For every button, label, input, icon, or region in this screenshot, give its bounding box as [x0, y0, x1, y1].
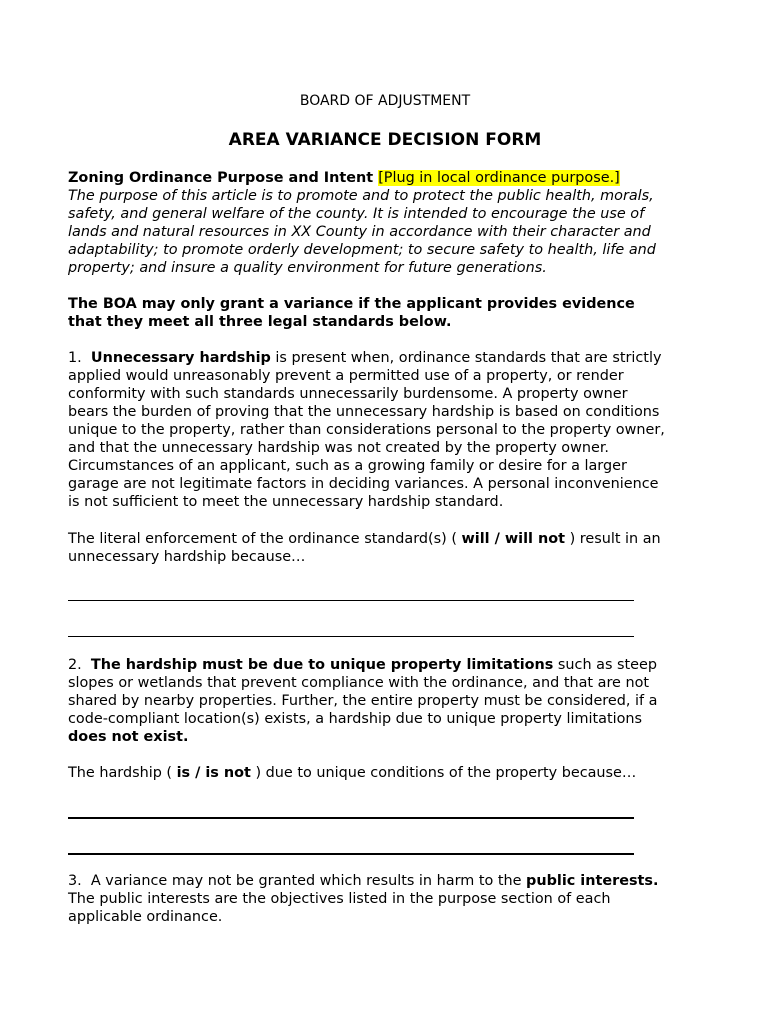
purpose-text	[68, 187, 708, 277]
standard-1	[68, 349, 708, 511]
standard-3-line: applicable ordinance.	[68, 909, 223, 925]
purpose-line: safety, and general welfare of the county. It is intended to encourage the use of	[68, 206, 645, 222]
boa-rule-line: that they meet all three legal standards below.	[68, 314, 452, 330]
standard-2-line: code-compliant location(s) exists, a hardship due to unique property limitations	[68, 711, 643, 727]
answer-line-4[interactable]	[68, 853, 634, 855]
standard-1-first-line	[68, 349, 708, 367]
standard-1-line: and that the unnecessary hardship was not created by the property owner.	[68, 440, 610, 456]
standard-1-line: bears the burden of proving that the unnecessary hardship is based on conditions	[68, 404, 660, 420]
standard-2-first-line	[68, 656, 708, 674]
standard-3-term: public interests.	[526, 873, 659, 889]
hardship-before: The hardship (	[68, 765, 177, 781]
standard-2-line: slopes or wetlands that prevent compliance with the ordinance, and that are not	[68, 675, 650, 691]
will-will-not-choice[interactable]: will / will not	[461, 531, 565, 547]
purpose-heading: Zoning Ordinance Purpose and Intent	[68, 170, 374, 186]
standard-1-line: unique to the property, rather than considerations personal to the property owner,	[68, 422, 665, 438]
enforcement-after: ) result in an	[565, 531, 661, 547]
standard-3	[68, 872, 708, 926]
answer-line-3[interactable]	[68, 817, 634, 819]
standard-1-line: garage are not legitimate factors in deciding variances. A personal inconvenience	[68, 476, 659, 492]
standard-2-number: 2.	[68, 657, 82, 673]
board-header: BOARD OF ADJUSTMENT	[299, 93, 471, 109]
standard-1-rest: is present when, ordinance standards that are strictly	[270, 350, 662, 366]
purpose-line: property; and insure a quality environment for future generations.	[68, 260, 547, 276]
answer-line-2[interactable]	[68, 636, 634, 637]
standard-3-number: 3.	[68, 873, 82, 889]
standard-2-term: The hardship must be due to unique property limitations	[90, 657, 554, 673]
standard-2-conclusion: does not exist.	[68, 729, 189, 745]
ordinance-placeholder: [Plug in local ordinance purpose.]	[378, 170, 620, 186]
enforcement-line-2: unnecessary hardship because…	[68, 549, 306, 565]
standard-3-first-line	[68, 872, 708, 890]
standard-1-line: Circumstances of an applicant, such as a growing family or desire for a larger	[68, 458, 627, 474]
hardship-statement	[68, 764, 708, 782]
purpose-line: adaptability; to promote orderly development; to secure safety to health, life and	[68, 242, 656, 258]
boa-rule	[68, 295, 708, 331]
purpose-line: lands and natural resources in XX County in accordance with their character and	[68, 224, 651, 240]
boa-rule-line: The BOA may only grant a variance if the applicant provides evidence	[68, 296, 635, 312]
is-is-not-choice[interactable]: is / is not	[176, 765, 251, 781]
standard-1-term: Unnecessary hardship	[90, 350, 271, 366]
hardship-after: ) due to unique conditions of the property because…	[250, 765, 637, 781]
enforcement-line	[68, 530, 708, 548]
standard-3-line: The public interests are the objectives listed in the purpose section of each	[68, 891, 611, 907]
standard-1-line: is not sufficient to meet the unnecessary hardship standard.	[68, 494, 504, 510]
purpose-heading-line	[68, 169, 708, 187]
standard-2-rest: such as steep	[553, 657, 658, 673]
form-title: AREA VARIANCE DECISION FORM	[228, 130, 542, 150]
standard-1-number: 1.	[68, 350, 82, 366]
standard-1-line: conformity with such standards unnecessarily burdensome. A property owner	[68, 386, 628, 402]
enforcement-statement	[68, 530, 708, 566]
standard-2	[68, 656, 708, 746]
enforcement-before: The literal enforcement of the ordinance standard(s) (	[68, 531, 462, 547]
answer-line-1[interactable]	[68, 600, 634, 601]
standard-3-text: A variance may not be granted which results in harm to the	[81, 873, 527, 889]
standard-2-line: shared by nearby properties. Further, the entire property must be considered, if a	[68, 693, 658, 709]
purpose-line: The purpose of this article is to promote and to protect the public health, morals,	[68, 188, 654, 204]
standard-1-line: applied would unreasonably prevent a permitted use of a property, or render	[68, 368, 624, 384]
